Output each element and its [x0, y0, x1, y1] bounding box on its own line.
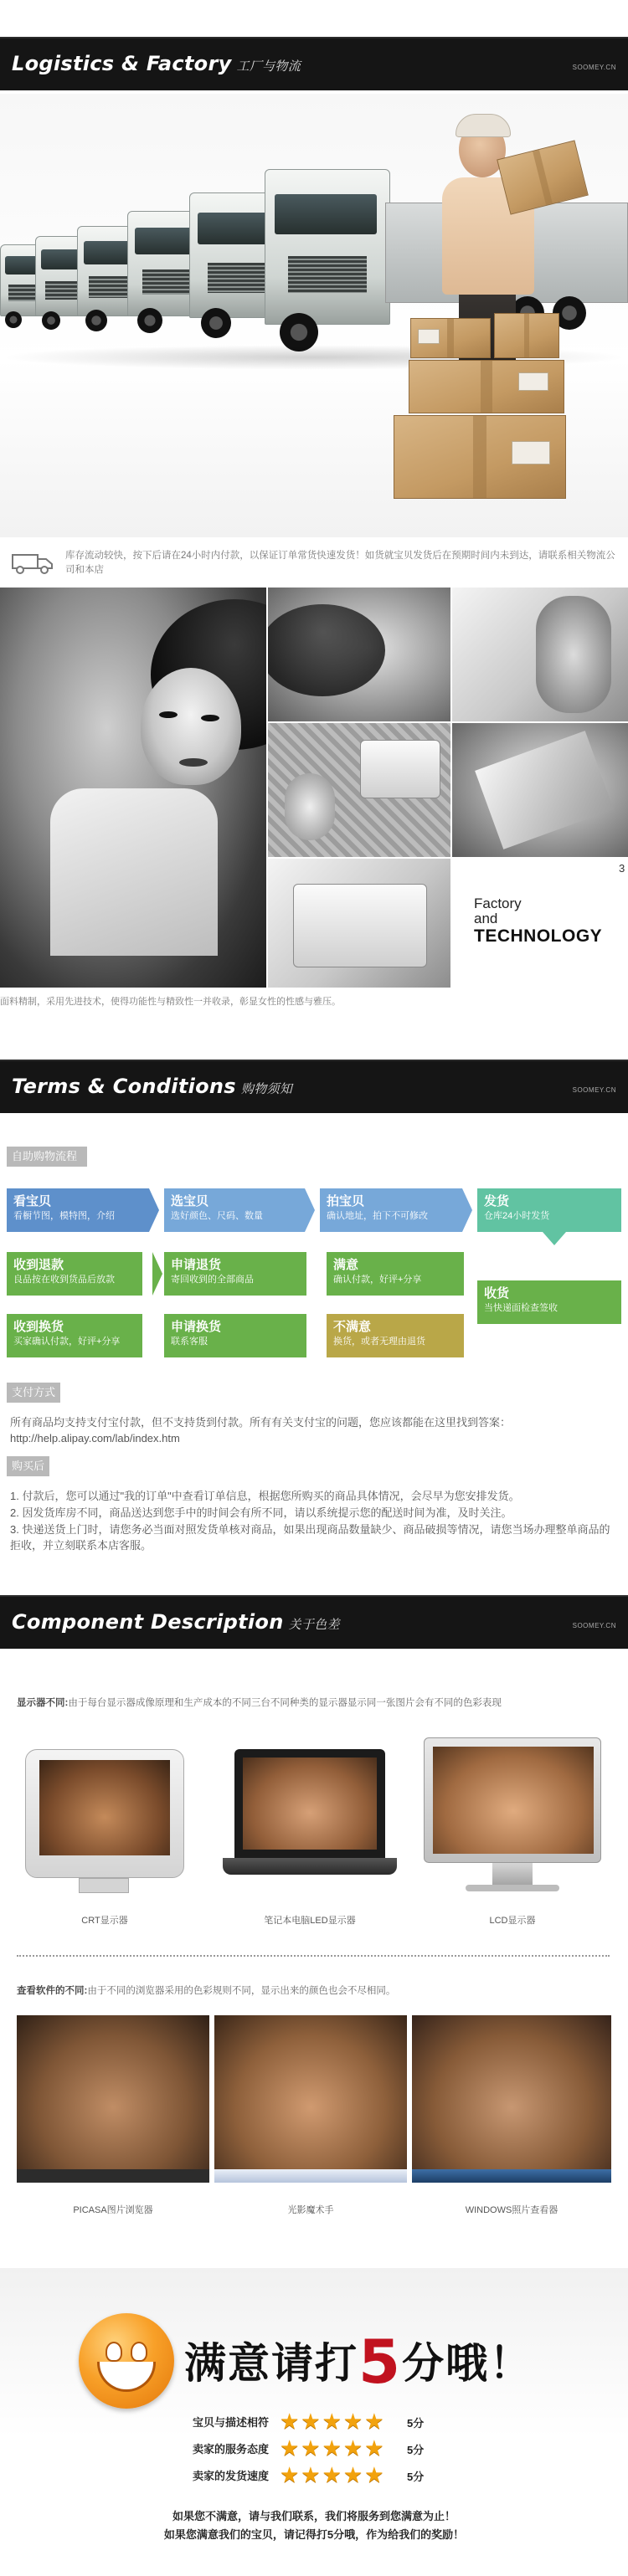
crt-monitor-image	[25, 1749, 184, 1878]
logistics-scene-image	[0, 94, 628, 537]
lcd-monitor-image	[424, 1737, 601, 1863]
logistics-banner	[0, 37, 628, 90]
sewing-photo	[268, 723, 450, 857]
component-banner	[0, 1595, 628, 1649]
closing-line: 如果您不满意，请与我们联系，我们将服务到您满意为止！	[172, 2510, 456, 2522]
component-banner-title: Component Description 关于色差	[12, 1610, 340, 1634]
monitor-caption: 笔记本电脑LED显示器	[264, 1916, 356, 1926]
smiley-face-icon	[79, 2313, 174, 2409]
truck-icon	[12, 552, 54, 574]
package-box	[409, 360, 564, 413]
page-number: 3	[619, 862, 625, 875]
flow-step-buy: 拍宝贝 确认地址，拍下不可修改	[320, 1188, 462, 1232]
notice-item: 3. 快递送货上门时，请您务必当面对照发货单核对商品，如果出现商品数量缺少、商品破损等情况，请您当场办理整单商品的拒收，并立刻联系本店客服。	[10, 1523, 610, 1552]
notice-item: 2. 因发货库房不同，商品送达到您手中的时间会有所不同，请以系统提示您的配送时间为准，及时关注。	[10, 1506, 512, 1519]
flow-step-receive: 收货 当快递面检查签收	[477, 1280, 621, 1324]
flow-step-unsatisfied: 不满意 换货，或者无理由退货	[327, 1314, 464, 1357]
flow-step-view: 看宝贝 看橱节图，模特图，介绍	[7, 1188, 149, 1232]
factory-caption: 面料精制，采用先进技术，使得功能性与精致性一并收录，彰显女性的性感与雅压。	[0, 997, 341, 1007]
picasa-sample-image	[17, 2015, 209, 2183]
flow-step-apply-exchange: 申请换货 联系客服	[164, 1314, 306, 1357]
viewer-caption: PICASA图片浏览器	[73, 2205, 153, 2215]
flow-step-ship: 发货 仓库24小时发货	[477, 1188, 621, 1232]
component-banner-subtitle: 关于色差	[288, 1617, 340, 1632]
rating-row: 卖家的发货速度 ★★★★★ 5分	[193, 2462, 425, 2487]
flow-arrow	[149, 1188, 159, 1232]
brand-mark: SOOMEY.CN	[572, 64, 616, 71]
flow-arrow-down	[543, 1232, 566, 1245]
logistics-banner-title: Logistics & Factory 工厂与物流	[12, 52, 301, 75]
star-icon: ★★★★★	[280, 2435, 386, 2461]
nikmsoft-sample-image	[214, 2015, 407, 2183]
flow-step-refund-received: 收到退款 良品按在收到货品后放款	[7, 1252, 142, 1296]
flow-step-satisfied: 满意 确认付款，好评+分享	[327, 1252, 464, 1296]
terms-banner-subtitle: 购物须知	[240, 1081, 293, 1096]
brand-mark: SOOMEY.CN	[572, 1622, 616, 1629]
stitching-photo	[452, 723, 628, 857]
flow-arrow	[462, 1188, 472, 1232]
terms-banner	[0, 1060, 628, 1113]
model-detail-photo	[452, 588, 628, 721]
flow-step-choose: 选宝贝 选好颜色、尺码、数量	[164, 1188, 305, 1232]
rating-request-title: 满意请打5分哦！	[184, 2327, 533, 2397]
factory-title: Factory and TECHNOLOGY	[474, 895, 603, 946]
rating-row: 宝贝与描述相符 ★★★★★ 5分	[193, 2409, 425, 2434]
flow-step-apply-return: 申请退货 寄回收到的全部商品	[164, 1252, 306, 1296]
viewer-caption: WINDOWS照片查看器	[465, 2205, 559, 2215]
closing-line: 如果您满意我们的宝贝，请记得打5分哦，作为给我们的奖励！	[163, 2528, 465, 2541]
terms-banner-title: Terms & Conditions 购物须知	[12, 1075, 293, 1098]
viewer-heading: 查看软件的不同:由于不同的浏览器采用的色彩规则不同，显示出来的颜色也会不尽相同。	[17, 1986, 396, 1996]
shipping-note	[0, 546, 628, 581]
notice-tab: 购买后	[7, 1456, 49, 1476]
package-box	[394, 415, 566, 499]
monitor-heading: 显示器不同:由于每台显示器成像原理和生产成本的不同三台不同种类的显示器显示同一张图片会有不同的色彩表现	[17, 1698, 502, 1708]
viewer-caption: 光影魔术手	[287, 2205, 334, 2215]
flow-title: 自助购物流程	[7, 1147, 87, 1167]
machine-photo	[268, 859, 450, 988]
windows-viewer-sample-image	[412, 2015, 611, 2183]
monitor-caption: LCD显示器	[489, 1916, 536, 1926]
package-box	[494, 313, 559, 358]
notice-item: 1. 付款后，您可以通过"我的订单"中查看订单信息，根据您所购买的商品具体情况，会尽早为您安排发货。	[10, 1490, 520, 1502]
payment-tab: 支付方式	[7, 1383, 60, 1403]
shipping-text: 库存流动较快，按下后请在24小时内付款，以保证订单常货快速发货！如货就宝贝发货后在预期时间内未到达，请联系相关物流公司和本店	[65, 551, 615, 575]
divider	[17, 1955, 610, 1957]
brand-mark: SOOMEY.CN	[572, 1086, 616, 1094]
logistics-banner-subtitle: 工厂与物流	[236, 59, 301, 74]
fabric-photo	[268, 588, 450, 721]
star-icon: ★★★★★	[280, 2409, 386, 2434]
package-box	[410, 318, 491, 358]
flow-step-exchange-received: 收到换货 买家确认付款，好评+分享	[7, 1314, 142, 1357]
monitor-caption: CRT显示器	[81, 1916, 128, 1926]
flow-arrow	[305, 1188, 315, 1232]
star-icon: ★★★★★	[280, 2462, 386, 2487]
model-photo	[0, 588, 266, 988]
payment-text: 所有商品均支持支付宝付款，但不支持货到付款。所有有关支付宝的问题，您应该都能在这里找到答案：http://help.alipay.com/lab/index.htm	[10, 1416, 512, 1445]
laptop-image	[234, 1749, 385, 1858]
rating-row: 卖家的服务态度 ★★★★★ 5分	[193, 2435, 425, 2461]
